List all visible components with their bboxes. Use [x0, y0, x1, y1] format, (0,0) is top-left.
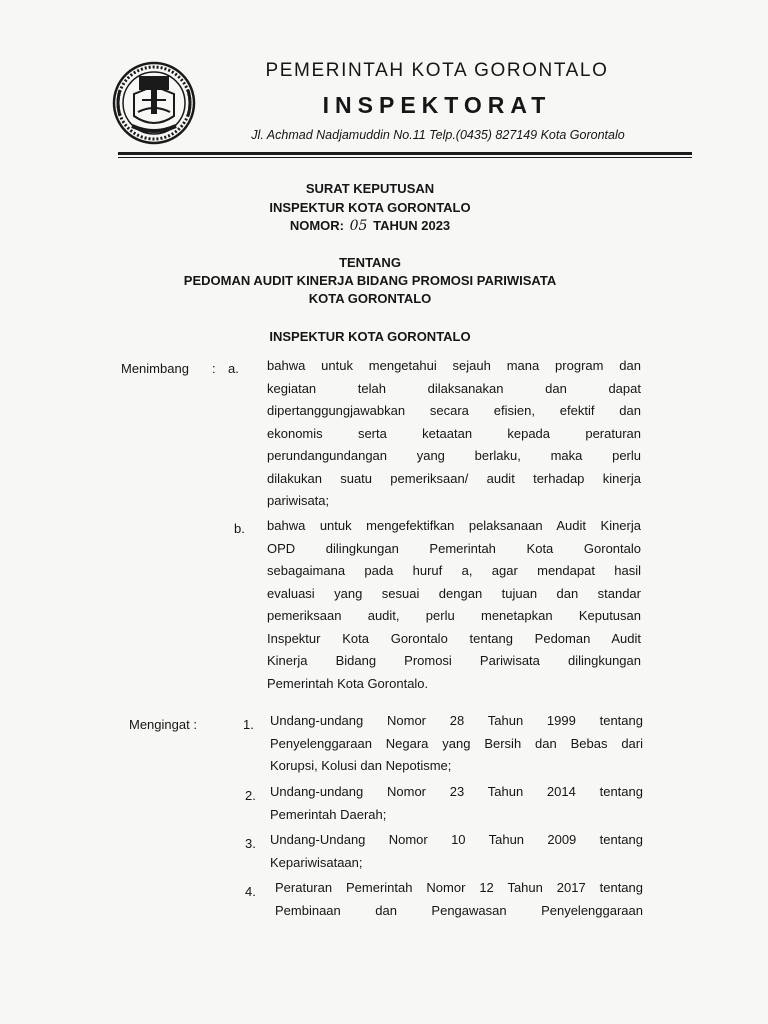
decree-type: SURAT KEPUTUSAN: [305, 181, 435, 196]
mengingat-marker-1: 1.: [243, 717, 254, 732]
government-name: PEMERINTAH KOTA GORONTALO: [265, 60, 609, 81]
menimbang-item-b: [267, 515, 641, 695]
nomor-value: 05: [349, 218, 368, 234]
text-line: Kinerja Bidang Promosi Pariwisata dilingkungan: [267, 653, 641, 668]
text-line: dilakukan suatu pemeriksaan/ audit terhadap kinerja: [267, 470, 641, 486]
text-line: Pemerintah Daerah;: [270, 806, 387, 822]
text-line: dipertanggungjawabkan secara efisien, efektif dan: [267, 403, 641, 418]
text-line: Penyelenggaraan Negara yang Bersih dan Bebas dari: [270, 735, 643, 751]
text-line: pemeriksaan audit, perlu menetapkan Keputusan: [267, 608, 641, 623]
text-line: bahwa untuk mengetahui sejauh mana program dan: [267, 358, 641, 373]
agency-name: INSPEKTORAT: [322, 92, 552, 118]
text-line: Kepariwisataan;: [270, 854, 363, 870]
text-line: Peraturan Pemerintah Nomor 12 Tahun 2017 tentang: [275, 880, 643, 895]
menimbang-item-a: [267, 355, 641, 513]
mengingat-marker-3: 3.: [245, 836, 256, 851]
mengingat-marker-4: 4.: [245, 884, 256, 899]
mengingat-marker-2: 2.: [245, 788, 256, 803]
mengingat-item-2: [270, 781, 643, 826]
text-line: kegiatan telah dilaksanakan dan dapat: [267, 380, 641, 396]
tentang-heading: TENTANG: [339, 255, 401, 270]
text-line: sebagaimana pada huruf a, agar mendapat hasil: [267, 563, 641, 578]
text-line: Pemerintah Kota Gorontalo.: [267, 675, 429, 691]
text-line: Undang-undang Nomor 23 Tahun 2014 tentang: [270, 784, 643, 799]
decree-subject-line-1: PEDOMAN AUDIT KINERJA BIDANG PROMOSI PARIWISATA: [183, 273, 557, 288]
text-line: OPD dilingkungan Pemerintah Kota Gorontalo: [267, 540, 641, 556]
nomor-label: NOMOR:: [289, 218, 345, 233]
menimbang-marker-b: b.: [234, 521, 245, 536]
text-line: Undang-undang Nomor 28 Tahun 1999 tentang: [270, 713, 643, 728]
city-seal-icon: [112, 60, 196, 146]
decree-year: TAHUN 2023: [373, 218, 451, 233]
decree-subject-line-2: KOTA GORONTALO: [308, 291, 432, 306]
text-line: evaluasi yang sesuai dengan tujuan dan standar: [267, 585, 641, 601]
text-line: Undang-Undang Nomor 10 Tahun 2009 tentang: [270, 832, 643, 847]
letterhead-rule-thin: [118, 157, 692, 158]
agency-address: Jl. Achmad Nadjamuddin No.11 Telp.(0435) 827149 Kota Gorontalo: [251, 128, 625, 142]
mengingat-label: Mengingat :: [129, 717, 197, 732]
authority-heading: INSPEKTUR KOTA GORONTALO: [269, 329, 471, 344]
menimbang-colon: :: [212, 361, 216, 376]
menimbang-marker-a: a.: [228, 361, 239, 376]
mengingat-item-1: [270, 710, 643, 778]
letterhead-rule-thick: [118, 152, 692, 155]
text-line: ekonomis serta ketaatan kepada peraturan: [267, 425, 641, 441]
decree-issuer: INSPEKTUR KOTA GORONTALO: [269, 200, 471, 215]
mengingat-item-4: [275, 877, 643, 922]
mengingat-item-3: [270, 829, 643, 874]
menimbang-label: Menimbang: [121, 361, 189, 376]
decree-number: [0, 218, 740, 234]
text-line: Inspektur Kota Gorontalo tentang Pedoman Audit: [267, 630, 641, 646]
text-line: Korupsi, Kolusi dan Nepotisme;: [270, 758, 452, 773]
text-line: pariwisata;: [267, 493, 330, 508]
text-line: bahwa untuk mengefektifkan pelaksanaan Audit Kinerja: [267, 518, 641, 533]
text-line: Pembinaan dan Pengawasan Penyelenggaraan: [275, 902, 643, 918]
text-line: perundangundangan yang berlaku, maka perlu: [267, 448, 641, 463]
